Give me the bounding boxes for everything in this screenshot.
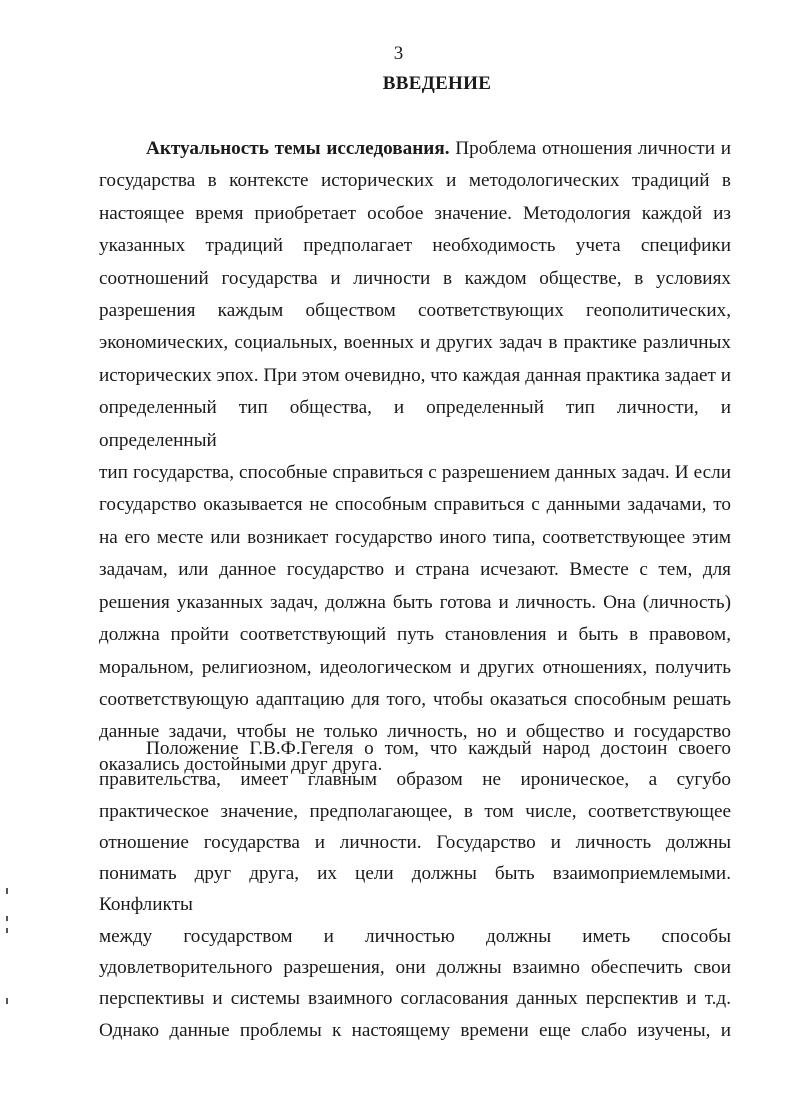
paragraph-line: настоящее время приобретает особое значение. Методология каждой из: [99, 202, 731, 224]
paragraph-line: оказались достойными друг друга.: [99, 753, 383, 775]
scan-artifact-mark: [6, 998, 8, 1004]
run-in-heading: Актуальность темы исследования.: [146, 138, 450, 159]
scan-artifact-mark: [6, 916, 8, 921]
paragraph-line: понимать друг друга, их цели должны быть взаимоприемлемыми. Конфликты: [99, 863, 731, 916]
paragraph-line: экономических, социальных, военных и других задач в практике различных: [99, 332, 731, 354]
paragraph-line: задачам, или данное государство и страна исчезают. Вместе с тем, для: [99, 559, 731, 581]
paragraph-hegel: [99, 733, 731, 1046]
paragraph-line: соотношений государства и личности в каждом обществе, в условиях: [99, 267, 731, 289]
paragraph-line: тип государства, способные справиться с разрешением данных задач. И если: [99, 462, 731, 484]
paragraph-line: Положение Г.В.Ф.Гегеля о том, что каждый народ достоин своего: [146, 738, 731, 759]
paragraph-line: должна пройти соответствующий путь становления и быть в правовом,: [99, 624, 731, 646]
paragraph-line: между государством и личностью должны иметь способы: [99, 925, 731, 947]
paragraph-line: Актуальность темы исследования. Проблема отношения личности и: [146, 138, 731, 159]
paragraph-line: практическое значение, предполагающее, в том числе, соответствующее: [99, 800, 731, 822]
paragraph-line: на его месте или возникает государство иного типа, соответствующее этим: [99, 526, 731, 548]
paragraph-line: государства в контексте исторических и методологических традиций в: [99, 170, 731, 192]
paragraph-line: Однако данные проблемы к настоящему времени еще слабо изучены, и: [99, 1019, 731, 1041]
page-number: 3: [393, 43, 404, 64]
paragraph-line: моральном, религиозном, идеологическом и других отношениях, получить: [99, 656, 731, 678]
scan-artifact-mark: [6, 888, 8, 894]
paragraph-line: правительства, имеет главным образом не ироническое, а сугубо: [99, 769, 731, 791]
paragraph-line: данные задачи, чтобы не только личность, но и общество и государство: [99, 721, 731, 743]
paragraph-line: указанных традиций предполагает необходимость учета специфики: [99, 235, 731, 257]
paragraph-relevance: [99, 133, 731, 781]
paragraph-line: решения указанных задач, должна быть готова и личность. Она (личность): [99, 591, 731, 613]
paragraph-line: соответствующую адаптацию для того, чтобы оказаться способным решать: [99, 688, 731, 710]
page-title: ВВЕДЕНИЕ: [382, 73, 492, 94]
paragraph-line: отношение государства и личности. Государство и личность должны: [99, 831, 731, 853]
paragraph-line: определенный тип общества, и определенный тип личности, и определенный: [99, 397, 731, 451]
paragraph-line: государство оказывается не способным справиться с данными задачами, то: [99, 494, 731, 516]
paragraph-line: исторических эпох. При этом очевидно, что каждая данная практика задает и: [99, 364, 731, 386]
paragraph-line: перспективы и системы взаимного согласования данных перспектив и т.д.: [99, 988, 731, 1010]
scan-artifact-mark: [6, 928, 8, 933]
paragraph-line: удовлетворительного разрешения, они должны взаимно обеспечить свои: [99, 957, 731, 979]
paragraph-line: разрешения каждым обществом соответствующих геополитических,: [99, 300, 731, 322]
